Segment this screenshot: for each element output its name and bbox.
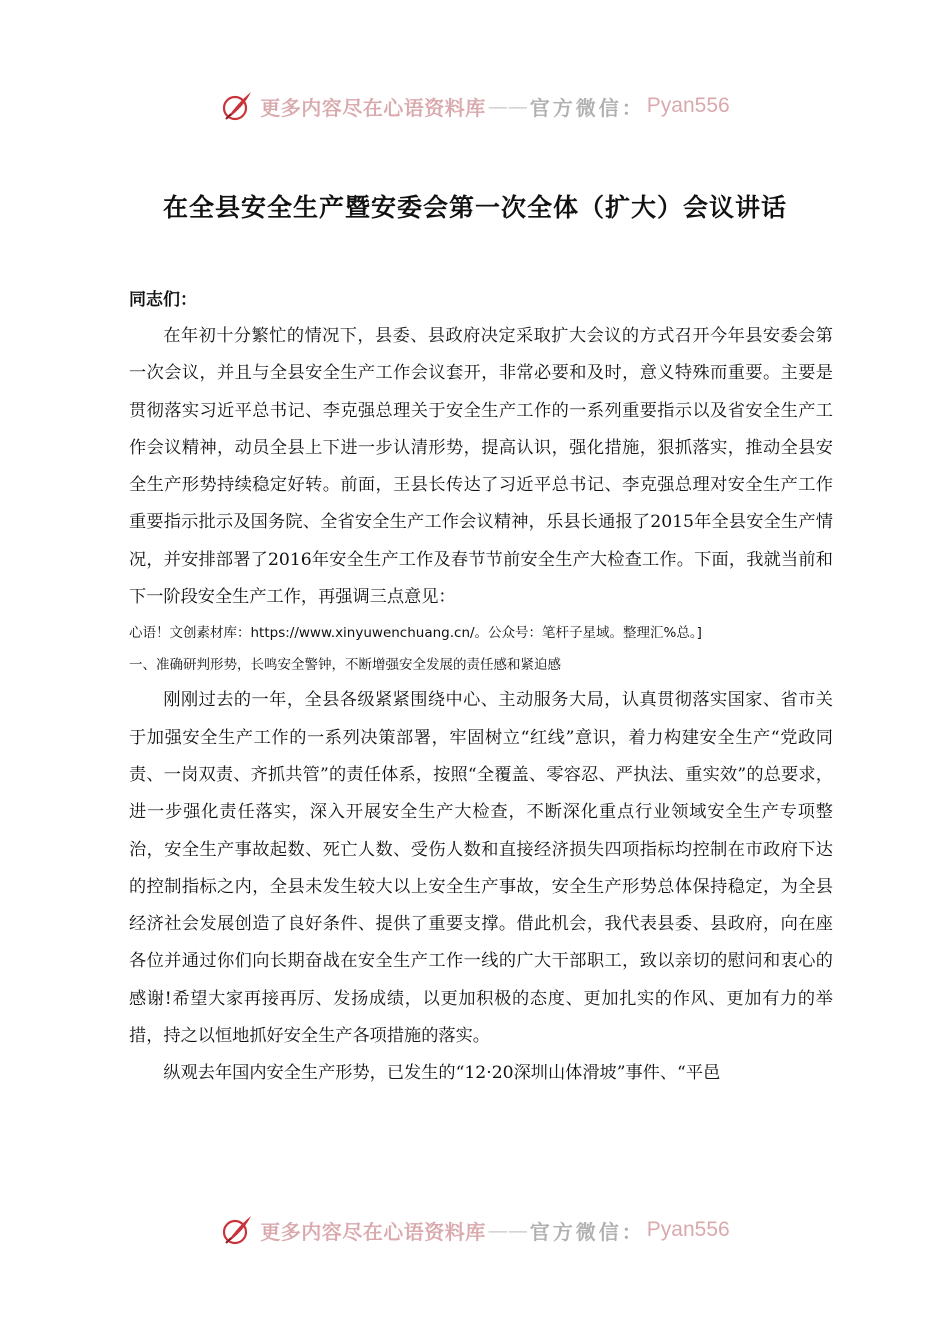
header-watermark-banner — [0, 86, 950, 126]
wechat-id: Pyan556 — [646, 1218, 730, 1241]
document-title: 在全县安全生产暨安委会第一次全体（扩大）会议讲话 — [162, 193, 787, 222]
paragraph-review: 刚刚过去的一年，全县各级紧紧围绕中心、主动服务大局，认真贯彻落实国家、省市关于加强安全生产工作的一系列决策部署，牢固树立“红线”意识，着力构建安全生产“党政同责、一岗双责、齐抓共管”的责任体系，按照“全覆盖、零容忍、严执法、重实效”的总要求，进一步强化责任落实，深入开展安全生产大检查，不断深化重点行业领域安全生产专项整治，安全生产事故起数、死亡人数、受伤人数和直接经济损失四项指标均控制在市政府下达的控制指标之内，全县未发生较大以上安全生产事故，安全生产形势总体保持稳定，为全县经济社会发展创造了良好条件、提供了重要支撑。借此机会，我代表县委、县政府，向在座各位并通过你们向长期奋战在安全生产工作一线的广大干部职工，致以亲切的慰问和衷心的感谢!希望大家再接再厉、发扬成绩，以更加积极的态度、更加扎实的作风、更加有力的举措，持之以恒地抓好安全生产各项措施的落实。 — [129, 690, 833, 1047]
section-heading: 一、准确研判形势，长鸣安全警钟，不断增强安全发展的责任感和紧迫感 — [129, 657, 561, 674]
source-note: 心语！文创素材库：https://www.xinyuwenchuang.cn/。公众号：笔杆子星域。整理汇%总。] — [129, 625, 702, 642]
quill-pen-logo-icon — [220, 1213, 254, 1247]
brand-text: 更多内容尽在心语资料库 — [260, 1219, 486, 1244]
banner-dash: —— — [487, 1218, 528, 1242]
footer-watermark-banner — [0, 1210, 950, 1250]
wechat-label: 官方微信： — [529, 95, 645, 120]
wechat-id: Pyan556 — [646, 94, 730, 117]
brand-text: 更多内容尽在心语资料库 — [260, 95, 486, 120]
paragraph-intro: 在年初十分繁忙的情况下，县委、县政府决定采取扩大会议的方式召开今年县安委会第一次会议，并且与全县安全生产工作会议套开，非常必要和及时，意义特殊而重要。主要是贯彻落实习近平总书记、李克强总理关于安全生产工作的一系列重要指示以及省安全生产工作会议精神，动员全县上下进一步认清形势，提高认识，强化措施，狠抓落实，推动全县安全生产形势持续稳定好转。前面，王县长传达了习近平总书记、李克强总理对安全生产工作重要指示批示及国务院、全省安全生产工作会议精神，乐县长通报了2015年全县安全生产情况，并安排部署了2016年安全生产工作及春节节前安全生产大检查工作。下面，我就当前和下一阶段安全生产工作，再强调三点意见： — [129, 326, 833, 608]
salutation: 同志们： — [129, 290, 197, 310]
quill-pen-logo-icon — [220, 89, 254, 123]
banner-dash: —— — [487, 94, 528, 118]
document-body — [129, 282, 833, 1093]
wechat-label: 官方微信： — [529, 1219, 645, 1244]
paragraph-outlook: 纵观去年国内安全生产形势，已发生的“12·20深圳山体滑坡”事件、“平邑 — [163, 1063, 721, 1084]
